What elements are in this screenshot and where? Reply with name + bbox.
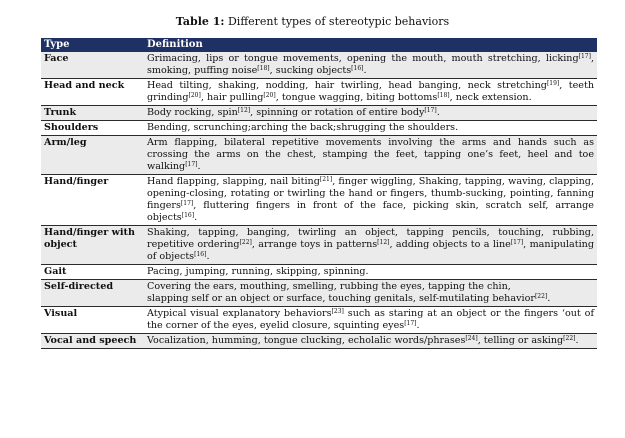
header-definition: Definition [144, 38, 597, 52]
row-type: Hand/finger with object [41, 226, 144, 265]
row-type: Shoulders [41, 121, 144, 136]
table-row [41, 106, 597, 121]
table-row [41, 52, 597, 79]
row-definition: Hand flapping, slapping, nail biting[21], finger wiggling, Shaking, tapping, waving, clapping, opening-closing, rotating or twirling the hand or fingers, thumb-sucking, pointing, fanning fingers[17], fluttering fingers in front of the face, picking skin, scratch self, arrange objects[16]. [144, 175, 597, 226]
citation-ref: [23] [331, 308, 344, 315]
row-definition: Covering the ears, mouthing, smelling, rubbing the eyes, tapping the chin, slapping self or an object or surface, touching genitals, self-mutilating behavior[22]. [144, 280, 597, 307]
table-caption [0, 15, 625, 29]
row-definition: Shaking, tapping, banging, twirling an object, tapping pencils, touching, rubbing, repetitive ordering[22], arrange toys in patterns[12], adding objects to a line[17], manipulating of objects[16]. [144, 226, 597, 265]
citation-ref: [22] [239, 239, 252, 246]
row-type: Gait [41, 265, 144, 280]
citation-ref: [20] [263, 92, 276, 99]
citation-ref: [17] [185, 161, 198, 168]
row-type: Face [41, 52, 144, 79]
row-definition: Body rocking, spin[12], spinning or rotation of entire body[17]. [144, 106, 597, 121]
citation-ref: [16] [181, 212, 195, 219]
header-row [41, 38, 597, 52]
table-row [41, 280, 597, 307]
row-type: Hand/finger [41, 175, 144, 226]
row-definition: Grimacing, lips or tongue movements, opening the mouth, mouth stretching, licking[17], smoking, puffing noise[18], sucking objects[16]. [144, 52, 597, 79]
row-definition: Vocalization, humming, tongue clucking, echolalic words/phrases[24], telling or asking[22]. [144, 334, 597, 349]
caption-label: Table 1: [175, 15, 225, 28]
table-row [41, 265, 597, 280]
row-type: Head and neck [41, 79, 144, 106]
row-definition: Head tilting, shaking, nodding, hair twirling, head banging, neck stretching[19], teeth grinding[20], hair pulling[20], tongue wagging, biting bottoms[18], neck extension. [144, 79, 597, 106]
row-type: Visual [41, 307, 144, 334]
row-definition: Bending, scrunching;arching the back;shrugging the shoulders. [144, 121, 597, 136]
table-row [41, 79, 597, 106]
table-row [41, 334, 597, 349]
table-row [41, 226, 597, 265]
row-type: Vocal and speech [41, 334, 144, 349]
table-row [41, 136, 597, 175]
citation-ref: [12] [237, 107, 251, 114]
table-row [41, 175, 597, 226]
row-type: Arm/leg [41, 136, 144, 175]
citation-ref: [21] [319, 176, 333, 183]
citation-ref: [17] [510, 239, 524, 246]
stereotypic-behaviors-table [41, 38, 597, 349]
header-type: Type [41, 38, 144, 52]
table-header [41, 38, 597, 52]
citation-ref: [17] [180, 200, 194, 207]
citation-ref: [22] [563, 335, 576, 342]
citation-ref: [17] [404, 320, 417, 327]
row-definition: Atypical visual explanatory behaviors[23] such as staring at an object or the fingers ‘out of the corner of the eyes, eyelid closure, squinting eyes[17]. [144, 307, 597, 334]
citation-ref: [18] [437, 92, 450, 99]
citation-ref: [24] [465, 335, 478, 342]
table-row [41, 121, 597, 136]
citation-ref: [16] [351, 65, 364, 72]
citation-ref: [19] [546, 80, 560, 87]
table-body [41, 52, 597, 349]
table-row [41, 307, 597, 334]
citation-ref: [16] [194, 251, 207, 258]
row-type: Trunk [41, 106, 144, 121]
citation-ref: [17] [578, 53, 591, 60]
citation-ref: [12] [377, 239, 390, 246]
caption-text: Different types of stereotypic behaviors [224, 15, 450, 28]
citation-ref: [17] [424, 107, 437, 114]
row-definition: Arm flapping, bilateral repetitive movements involving the arms and hands such as crossing the arms on the chest, stamping the feet, tapping one’s feet, heel and toe walking[17]. [144, 136, 597, 175]
row-definition: Pacing, jumping, running, skipping, spinning. [144, 265, 597, 280]
row-type: Self-directed [41, 280, 144, 307]
citation-ref: [20] [188, 92, 201, 99]
citation-ref: [22] [534, 293, 548, 300]
citation-ref: [18] [257, 65, 270, 72]
